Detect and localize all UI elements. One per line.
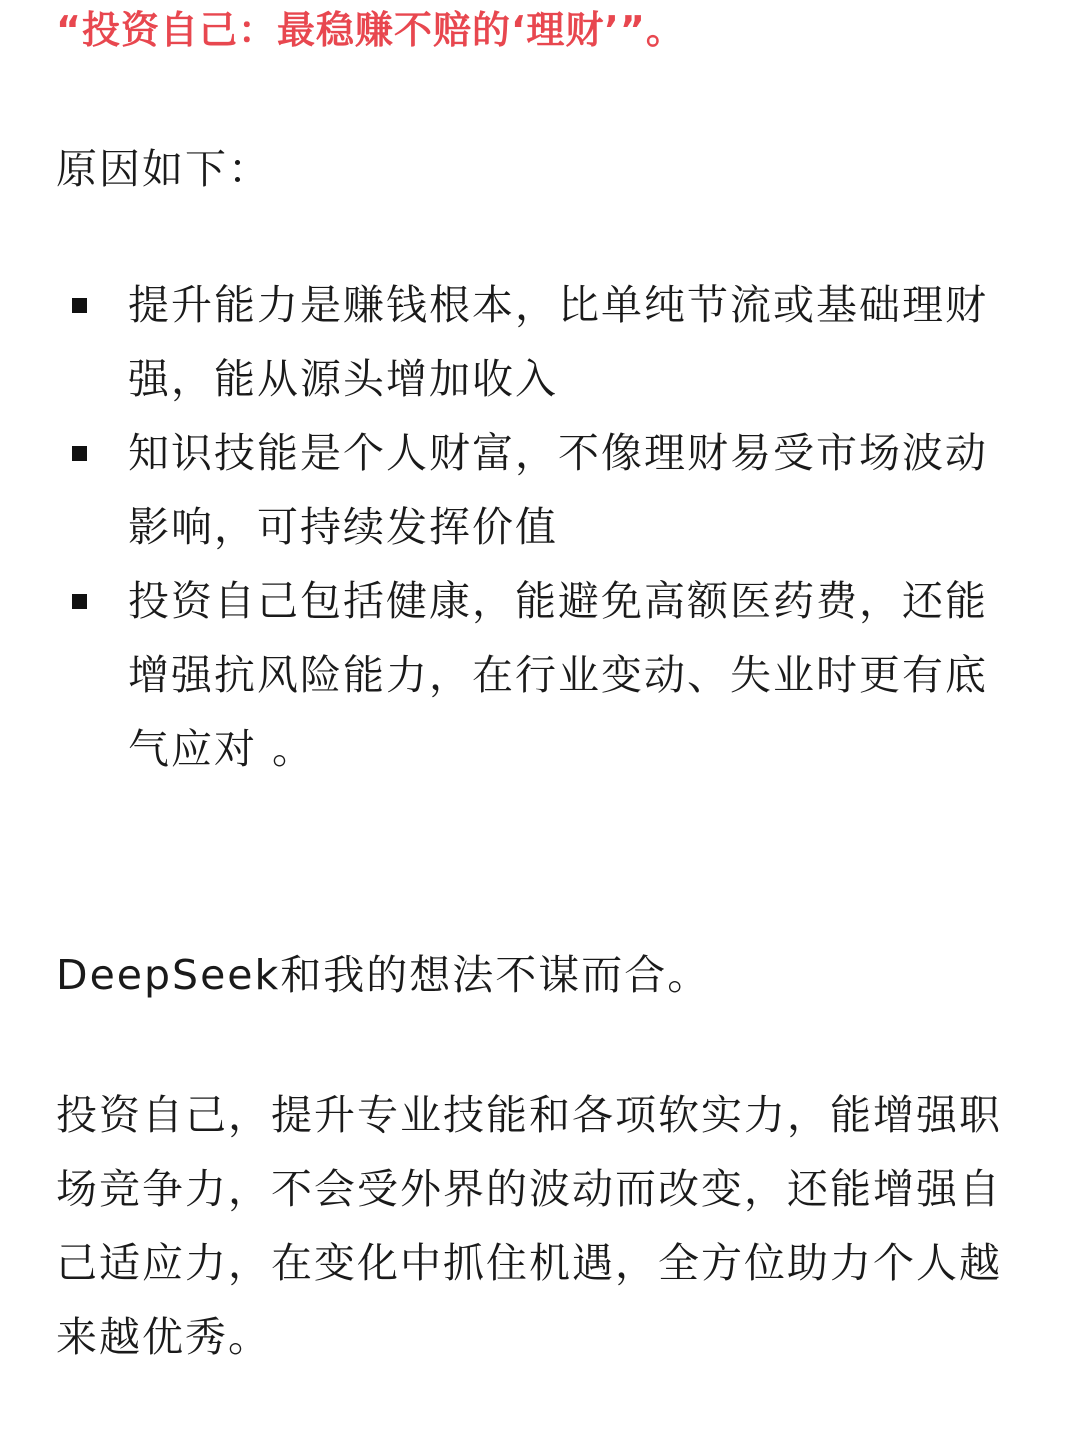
list-item — [56, 268, 1046, 416]
reason-text: 知识技能是个人财富，不像理财易受市场波动影响，可持续发挥价值 — [128, 429, 988, 551]
conclusion-paragraph: 投资自己，提升专业技能和各项软实力，能增强职场竞争力，不会受外界的波动而改变，还能增强自己适应力，在变化中抓住机遇，全方位助力个人越来越优秀。 — [56, 1091, 1002, 1361]
reason-text: 投资自己包括健康，能避免高额医药费，还能增强抗风险能力，在行业变动、失业时更有底气应对 。 — [128, 577, 988, 773]
square-bullet-icon — [72, 298, 87, 313]
agree-line: DeepSeek和我的想法不谋而合。 — [56, 951, 711, 999]
square-bullet-icon — [72, 594, 87, 609]
list-item — [56, 416, 1046, 564]
reasons-intro: 原因如下： — [56, 145, 271, 193]
list-item — [56, 564, 1046, 786]
reasons-list — [56, 268, 1046, 786]
reason-text: 提升能力是赚钱根本，比单纯节流或基础理财强，能从源头增加收入 — [128, 281, 988, 403]
quote-title: “投资自己：最稳赚不赔的‘理财’”。 — [56, 8, 685, 52]
square-bullet-icon — [72, 446, 87, 461]
